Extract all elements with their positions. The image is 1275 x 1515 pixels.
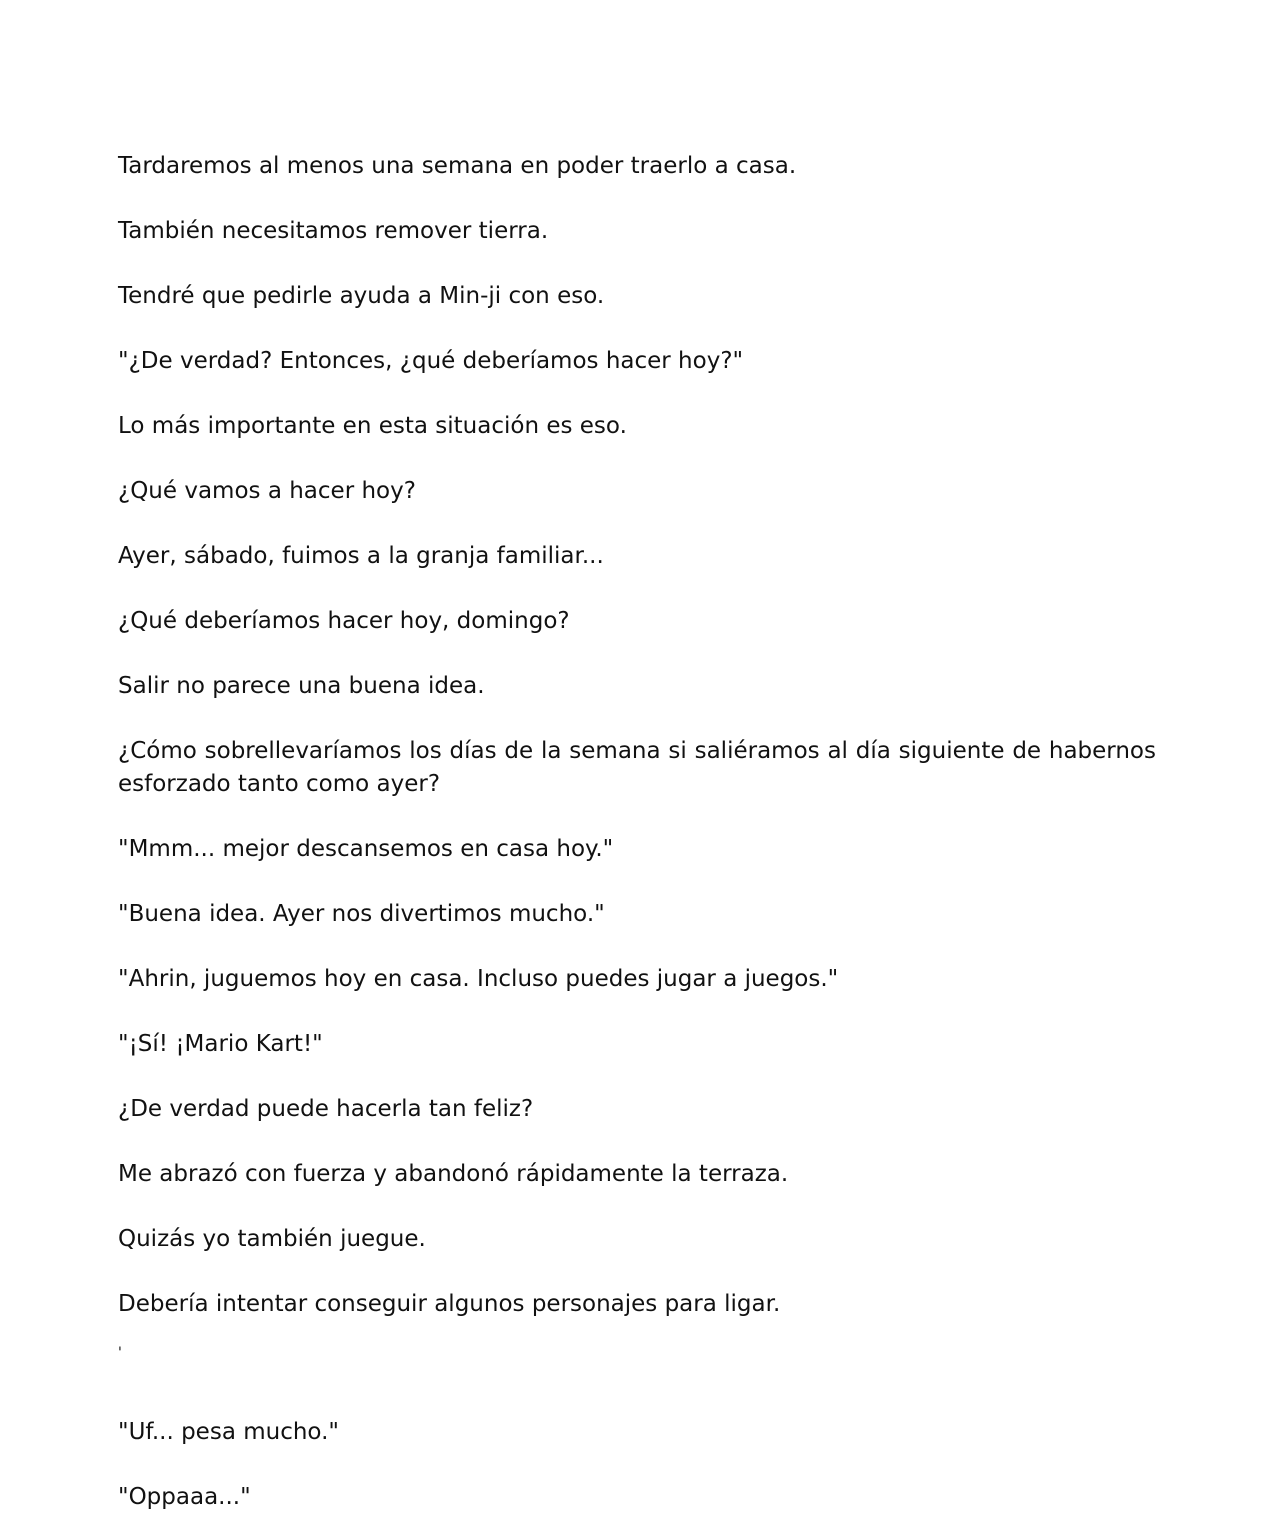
paragraph: Ayer, sábado, fuimos a la granja familiar... [118, 543, 604, 569]
scene-break-mark: ' [118, 1345, 122, 1361]
paragraph: ¿Cómo sobrellevaríamos los días de la semana si saliéramos al día siguiente de habernos esforzado tanto como ayer? [118, 738, 1156, 797]
paragraph: También necesitamos remover tierra. [118, 218, 549, 244]
paragraph: "Buena idea. Ayer nos divertimos mucho." [118, 901, 605, 927]
paragraph: "¿De verdad? Entonces, ¿qué deberíamos hacer hoy?" [118, 348, 744, 374]
paragraph: Debería intentar conseguir algunos personajes para ligar. [118, 1291, 781, 1317]
paragraph: Tendré que pedirle ayuda a Min-ji con eso. [118, 283, 605, 309]
paragraph: Lo más importante en esta situación es eso. [118, 413, 627, 439]
paragraph: Tardaremos al menos una semana en poder traerlo a casa. [118, 153, 797, 179]
paragraph: Salir no parece una buena idea. [118, 673, 485, 699]
paragraph: ¿De verdad puede hacerla tan feliz? [118, 1096, 534, 1122]
paragraph: Quizás yo también juegue. [118, 1226, 426, 1252]
paragraph: "Ahrin, juguemos hoy en casa. Incluso puedes jugar a juegos." [118, 966, 839, 992]
paragraph: "Mmm... mejor descansemos en casa hoy." [118, 836, 614, 862]
paragraph: ¿Qué deberíamos hacer hoy, domingo? [118, 608, 570, 634]
paragraph: "Uf... pesa mucho." [118, 1419, 339, 1445]
document-body [118, 150, 1156, 1515]
paragraph: "¡Sí! ¡Mario Kart!" [118, 1031, 323, 1057]
paragraph: "Oppaaa..." [118, 1484, 251, 1510]
paragraph: Me abrazó con fuerza y abandonó rápidamente la terraza. [118, 1161, 789, 1187]
paragraph: ¿Qué vamos a hacer hoy? [118, 478, 416, 504]
